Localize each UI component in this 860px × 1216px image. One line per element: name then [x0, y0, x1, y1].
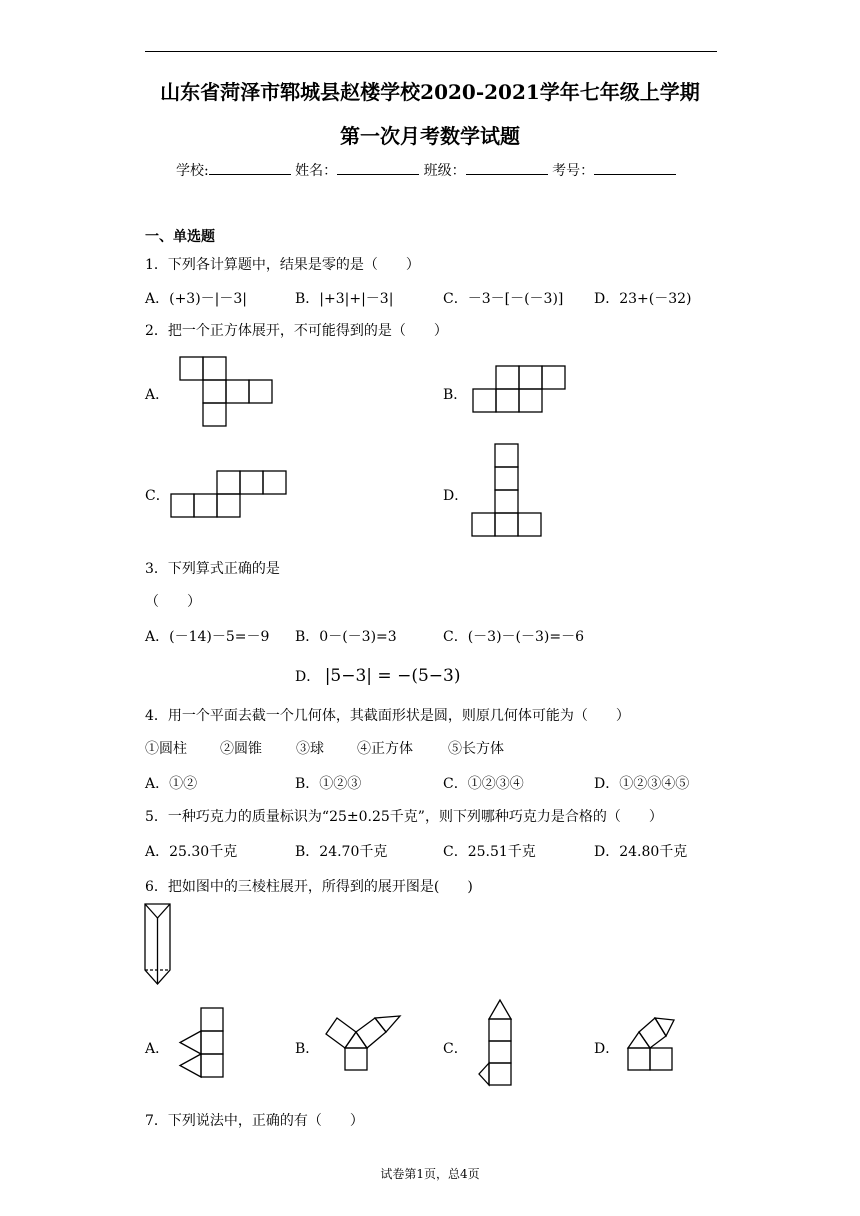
q2-net-c-figure: [171, 471, 288, 519]
q3-option-d-label: D．: [295, 669, 321, 685]
q1-option-b: B．|+3|+|－3|: [295, 291, 394, 307]
student-info-row: [176, 160, 676, 180]
q3-option-d-math: |5−3| = −(5−3): [324, 666, 461, 686]
q2-net-a-figure: [180, 357, 274, 429]
q6-net-a-figure: [178, 1008, 224, 1080]
header-rule: [145, 51, 717, 52]
q5-option-a: A．25.30千克: [145, 844, 238, 860]
school-label: 学校:: [176, 163, 209, 179]
name-blank[interactable]: [337, 160, 419, 175]
q4-choice-2: ②圆锥: [220, 741, 262, 757]
q5-option-d: D．24.80千克: [594, 844, 688, 860]
section-heading: 一、单选题: [145, 229, 215, 245]
exam-title-line2: 第一次月考数学试题: [340, 124, 520, 148]
question-7-stem: 7．下列说法中，正确的有（ ）: [145, 1113, 364, 1129]
q3-option-b: B．0－(－3)=3: [295, 629, 397, 645]
page-footer: 试卷第1页，总4页: [380, 1167, 480, 1181]
q6-option-b: B．: [295, 1041, 320, 1057]
question-3-paren: （ ）: [145, 594, 201, 610]
q1-option-c: C．－3－[－(－3)]: [443, 291, 564, 307]
question-6-stem: 6．把如图中的三棱柱展开，所得到的展开图是( ): [145, 879, 473, 895]
q6-net-b-figure: [322, 1012, 404, 1072]
q5-option-b: B．24.70千克: [295, 844, 388, 860]
q2-option-d: D．: [443, 488, 469, 504]
q6-option-c: C．: [443, 1041, 468, 1057]
question-5-stem: 5．一种巧克力的质量标识为“25±0.25千克”，则下列哪种巧克力是合格的（ ）: [145, 809, 663, 825]
q2-option-c: C．: [145, 488, 170, 504]
q2-option-b: B．: [443, 387, 468, 403]
q1-option-d: D．23+(－32): [594, 291, 692, 307]
q6-option-a: A．: [145, 1041, 170, 1057]
question-4-stem: 4．用一个平面去截一个几何体，其截面形状是圆，则原几何体可能为（ ）: [145, 708, 630, 724]
question-1-stem: 1．下列各计算题中，结果是零的是（ ）: [145, 257, 420, 273]
q3-option-a: A．(－14)－5=－9: [145, 629, 270, 645]
q3-option-c: C．(－3)－(－3)=－6: [443, 629, 585, 645]
q4-option-b: B．①②③: [295, 776, 362, 792]
q4-option-d: D．①②③④⑤: [594, 776, 690, 792]
q3-option-d: [295, 666, 460, 686]
q4-choice-4: ④正方体: [357, 741, 413, 757]
triangular-prism-figure: [143, 902, 173, 986]
q6-option-d: D．: [594, 1041, 620, 1057]
q2-net-d-figure: [472, 444, 543, 538]
q1-option-a: A．(+3)－|－3|: [145, 291, 248, 307]
q2-net-b-figure: [473, 366, 567, 414]
q4-choice-1: ①圆柱: [145, 741, 187, 757]
class-blank[interactable]: [466, 160, 548, 175]
exam-number-blank[interactable]: [594, 160, 676, 175]
q6-net-c-figure: [478, 999, 524, 1089]
name-label: 姓名：: [295, 163, 338, 179]
q2-option-a: A．: [145, 387, 170, 403]
q4-option-a: A．①②: [145, 776, 198, 792]
school-blank[interactable]: [209, 160, 291, 175]
q4-choice-5: ⑤长方体: [448, 741, 504, 757]
q6-net-d-figure: [626, 1010, 676, 1072]
exam-title-line1: 山东省菏泽市郓城县赵楼学校2020-2021学年七年级上学期: [160, 80, 700, 104]
q5-option-c: C．25.51千克: [443, 844, 536, 860]
question-2-stem: 2．把一个正方体展开，不可能得到的是（ ）: [145, 323, 448, 339]
q4-option-c: C．①②③④: [443, 776, 524, 792]
question-3-stem: 3．下列算式正确的是: [145, 561, 280, 577]
q4-choice-3: ③球: [296, 741, 324, 757]
class-label: 班级：: [423, 163, 466, 179]
exam-number-label: 考号：: [552, 163, 595, 179]
